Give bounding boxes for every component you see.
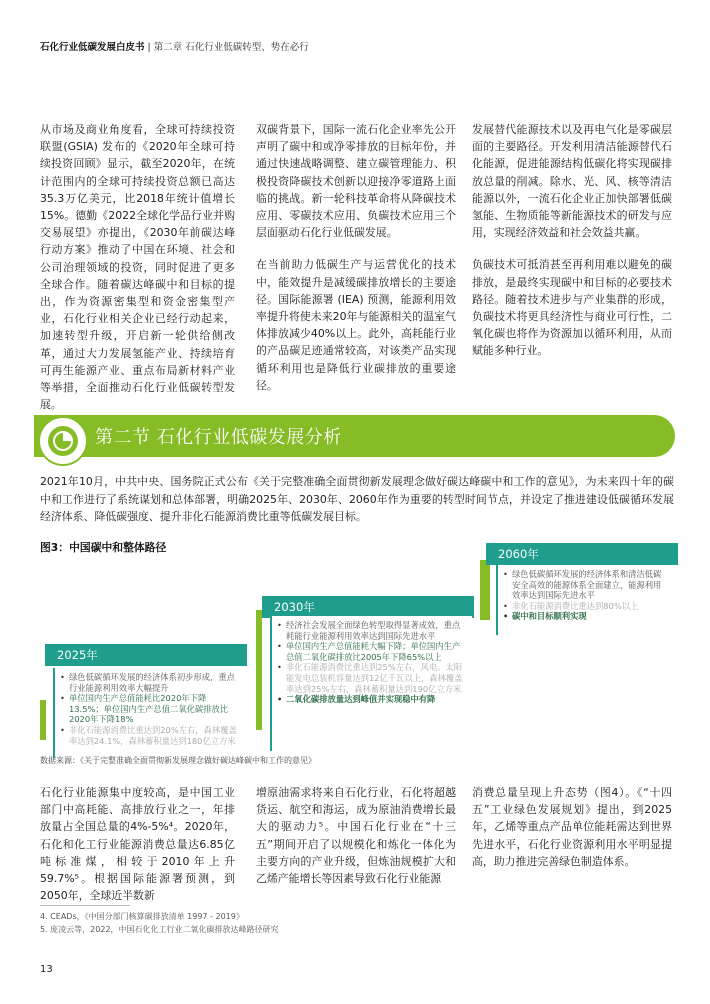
paragraph: 消费总量呈现上升态势（图4）。《“十四五”工业绿色发展规划》提出，到2025年，乙烯等重点产品单位能耗需达到世界先进水平，石化行业资源利用水平明显提高，助力推进完善绿色制造体系。	[472, 786, 672, 868]
top-column-3	[472, 121, 672, 360]
paragraph: 发展替代能源技术以及再电气化是零碳层面的主要路径。开发利用清洁能源替代石化能源，促进能源结构低碳化将实现碳排放总量的削减。除水、光、风、核等清洁能源以外，一流石化企业正加快部署低碳氢能、生物质能等新能源技术的研发与应用，实现经济效益和社会效益共赢。	[472, 123, 672, 240]
stage-item: • 绿色低碳循环发展的经济体系初步形成，重点行业能源利用效率大幅提升	[69, 672, 239, 693]
stage-year: 2025年	[45, 644, 247, 666]
clock-icon	[48, 426, 78, 456]
stage-item: • 非化石能源消费比重达到80%以上	[512, 601, 667, 612]
footnote-rule	[40, 905, 130, 906]
bottom-column-3	[472, 784, 672, 870]
section-icon-badge	[38, 416, 88, 466]
section-title: 第二节 石化行业低碳发展分析	[95, 427, 342, 448]
stage-items	[55, 668, 245, 750]
paragraph: 从市场及商业角度看，全球可持续投资联盟(GSIA) 发布的《2020年全球可持续投资回顾》显示，截至2020年，在统计范围内的全球可持续投资总额已高达35.3万亿美元，比2018年统计值增长15%。德勤《2022全球化学品行业并购交易展望》亦提出，《2030年前碳达峰行动方案》推动了中国在环境、社会和公司治理领域的投资，同时促进了更多全球合作。随着碳达峰碳中和目标的提出，作为资源密集型和资金密集型产业，石化行业相关企业已经行动起来，加速转型升级，开启新一轮供给侧改革，通过大力发展氢能产业、持续培育可再生能源产业、重点布局新材料产业等举措，全面推动石化行业低碳转型发展。	[40, 123, 235, 412]
stage-item: • 绿色低碳循环发展的经济体系和清洁低碳安全高效的能源体系全面建立，能源利用效率达到国际先进水平	[512, 569, 667, 601]
figure-source: 数据来源：《关于完整准确全面贯彻新发展理念做好碳达峰碳中和工作的意见》	[40, 756, 316, 765]
stage-year: 2030年	[262, 596, 474, 618]
stage-item: • 单位国内生产总值能耗大幅下降；单位国内生产总值二氧化碳排放比2005年下降65%以上	[286, 641, 466, 662]
stage-item: • 经济社会发展全面绿色转型取得显著成效，重点耗能行业能源利用效率达到国际先进水平	[286, 620, 466, 641]
figure-title: 图3：中国碳中和整体路径	[40, 541, 167, 554]
running-header	[40, 39, 309, 53]
footnote: 4. CEADs，《中国分部门核算碳排放清单 1997 - 2019》	[40, 912, 244, 921]
top-column-2	[256, 121, 456, 394]
stage-2025	[45, 644, 250, 764]
paragraph: 双碳背景下，国际一流石化企业率先公开声明了碳中和或净零排放的目标年份，并通过快速战略调整、建立碳管理能力、积极投资降碳技术创新以迎接净零道路上面临的挑战。新一轮科技革命将从降碳技术应用、零碳技术应用、负碳技术应用三个层面驱动石化行业低碳发展。	[256, 123, 456, 240]
stage-2030	[262, 596, 472, 756]
bottom-column-2	[256, 784, 456, 887]
chapter-title: | 第二章 石化行业低碳转型、势在必行	[147, 42, 309, 53]
stage-item: • 单位国内生产总值能耗比2020年下降13.5%；单位国内生产总值二氧化碳排放比2020年下降18%	[69, 693, 239, 725]
stage-items	[498, 565, 673, 626]
stage-item: • 非化石能源消费比重达到20%左右，森林覆盖率达到24.1%，森林蓄积量达到180亿立方米	[69, 725, 239, 746]
bottom-column-1	[40, 784, 235, 904]
book-title: 石化行业低碳发展白皮书	[40, 42, 145, 53]
paragraph: 在当前助力低碳生产与运营优化的技术中，能效提升是减缓碳排放增长的主要途径。国际能源署 (IEA) 预测，能源利用效率提升将使未来20年与能源相关的温室气体排放减少40%以上。此外，高耗能行业的产品碳足迹通常较高，对该类产品实现循环利用也是降低行业碳排放的重要途径。	[256, 258, 456, 392]
paragraph: 负碳技术可抵消甚至再利用难以避免的碳排放，是最终实现碳中和目标的必要技术路径。随着技术进步与产业集群的形成，负碳技术将更具经济性与商业可行性，二氧化碳也将作为资源加以循环利用，从而赋能多种行业。	[472, 258, 672, 358]
top-column-1	[40, 121, 235, 413]
paragraph: 石化行业能源集中度较高，是中国工业部门中高耗能、高排放行业之一，年排放量占全国总量的4%-5%⁴。2020年，石化和化工行业能源消费总量达6.85亿吨标准煤，相较于2010年上升59.7%⁵。根据国际能源署预测，到2050年，全球近半数新	[40, 786, 235, 903]
stage-2060	[486, 543, 676, 633]
paragraph: 增原油需求将来自石化行业，石化将超越货运、航空和海运，成为原油消费增长最大的驱动力⁵。中国石化行业在“十三五”期间开启了以规模化和炼化一体化为主要方向的产业升级，但炼油规模扩大和乙烯产能增长等因素导致石化行业能源	[256, 786, 456, 886]
stage-items	[272, 616, 472, 709]
stage-item: • 碳中和目标顺利实现	[512, 611, 667, 622]
intro-paragraph: 2021年10月，中共中央、国务院正式公布《关于完整准确全面贯彻新发展理念做好碳达峰碳中和工作的意见》，为未来四十年的碳中和工作进行了系统谋划和总体部署，明确2025年、2030年、2060年作为重要的转型时间节点，并设定了推进建设低碳循环发展经济体系、降低碳强度、提升非化石能源消费比重等低碳发展目标。	[40, 475, 674, 523]
stage-item: • 二氧化碳排放量达到峰值并实现稳中有降	[286, 694, 466, 705]
stage-year: 2060年	[486, 543, 678, 565]
stage-item: • 非化石能源消费比重达到25%左右，风电、太阳能发电总装机容量达到12亿千瓦以上，森林覆盖率达到25%左右，森林蓄积量达到190亿立方米	[286, 662, 466, 694]
footnote: 5. 庞凌云等，2022，中国石化化工行业二氧化碳排放达峰路径研究	[40, 925, 279, 934]
page-number: 13	[40, 964, 53, 975]
